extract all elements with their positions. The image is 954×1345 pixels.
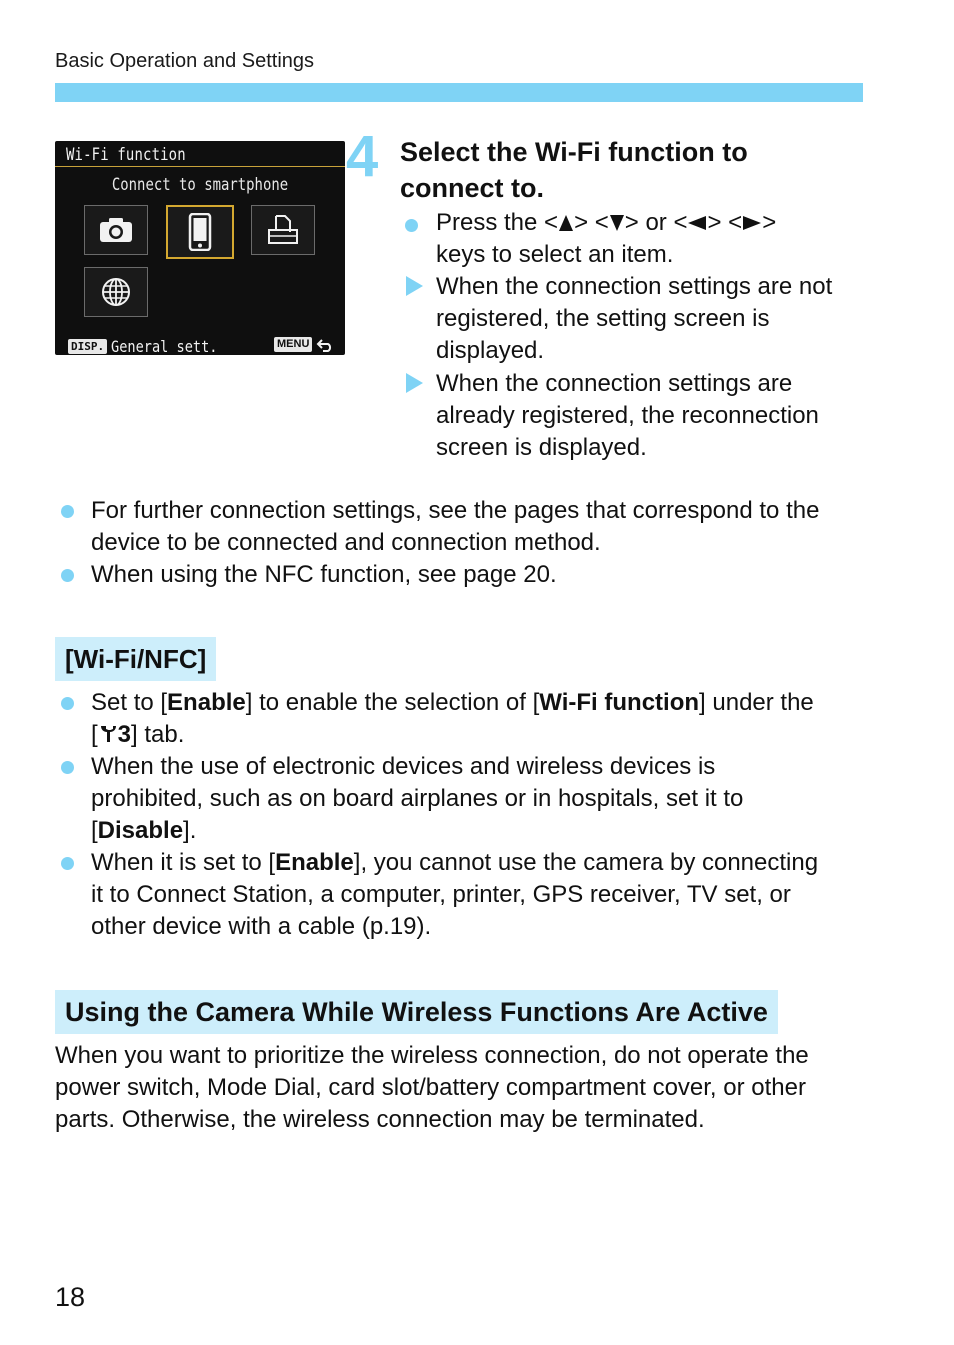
note-nfc <box>91 559 891 591</box>
step-bullet-not-registered <box>436 271 866 367</box>
bullet-line: [ 3] tab. <box>91 721 185 748</box>
bullet-line: prohibited, such as on board airplanes or in hospitals, set it to <box>91 785 744 812</box>
camera-lcd-screenshot <box>55 141 345 355</box>
lcd-printer-button <box>251 205 315 255</box>
lcd-title-divider <box>55 166 345 167</box>
disp-button-tag: DISP. <box>68 339 107 354</box>
section-heading-wireless-active: Using the Camera While Wireless Functions Are Active <box>55 990 778 1034</box>
note-line: For further connection settings, see the pages that correspond to the <box>91 497 820 524</box>
wrench-icon <box>98 724 118 744</box>
bullet-dot <box>61 505 74 518</box>
arrow-right-icon <box>742 215 762 231</box>
lcd-web-service-button <box>84 267 148 317</box>
section-header-label: Basic Operation and Settings <box>55 50 315 72</box>
lcd-footer-general-settings <box>68 337 236 355</box>
paragraph-line: When you want to prioritize the wireless connection, do not operate the <box>55 1042 809 1069</box>
wireless-paragraph <box>55 1040 875 1136</box>
header-bar <box>55 83 863 102</box>
paragraph-line: power switch, Mode Dial, card slot/battery compartment cover, or other <box>55 1074 806 1101</box>
paragraph-line: parts. Otherwise, the wireless connection may be terminated. <box>55 1106 705 1133</box>
bullet-line: [Disable]. <box>91 817 197 844</box>
step-bullet-line: registered, the setting screen is <box>436 305 770 332</box>
lcd-footer-label: General sett. <box>111 337 218 355</box>
note-further-settings <box>91 495 891 559</box>
printer-icon <box>266 214 300 246</box>
bullet-line: Set to [Enable] to enable the selection of [Wi-Fi function] under the <box>91 689 814 716</box>
bullet-dot <box>61 857 74 870</box>
step-bullet-line: keys to select an item. <box>436 241 674 268</box>
lcd-subtitle: Connect to smartphone <box>111 175 289 195</box>
result-arrow-icon <box>406 276 423 296</box>
step-bullet-registered <box>436 368 866 464</box>
wifi-nfc-bullet-enable <box>91 687 891 751</box>
return-icon <box>316 338 334 352</box>
bullet-line: When it is set to [Enable], you cannot use the camera by connecting <box>91 849 819 876</box>
arrow-up-icon <box>558 214 574 232</box>
bullet-dot <box>61 697 74 710</box>
bullet-dot <box>405 219 418 232</box>
page-number: 18 <box>55 1282 86 1312</box>
wifi-nfc-bullet-cable <box>91 847 891 943</box>
step-bullet-line: screen is displayed. <box>436 434 647 461</box>
step-bullet-line: When the connection settings are <box>436 370 793 397</box>
lcd-camera-button <box>84 205 148 255</box>
arrow-down-icon <box>609 214 625 232</box>
result-arrow-icon <box>406 373 423 393</box>
step-bullet-line: already registered, the reconnection <box>436 402 819 429</box>
arrow-left-icon <box>687 215 707 231</box>
note-line: device to be connected and connection method. <box>91 529 601 556</box>
step-title-line: Select the Wi-Fi function to <box>400 137 748 167</box>
step-title <box>400 134 860 206</box>
bullet-dot <box>61 761 74 774</box>
menu-button-tag: MENU <box>274 337 312 352</box>
smartphone-icon <box>188 213 212 251</box>
step-bullet-line: When the connection settings are not <box>436 273 833 300</box>
lcd-title: Wi-Fi function <box>66 145 186 165</box>
globe-icon <box>100 276 132 308</box>
step-bullet-line: Press the < > < > or < > < > <box>436 209 777 236</box>
camera-icon <box>98 216 134 244</box>
bullet-line: When the use of electronic devices and wireless devices is <box>91 753 716 780</box>
lcd-smartphone-button <box>166 205 234 259</box>
lcd-footer-menu <box>274 337 334 352</box>
step-bullet-keys <box>436 207 866 271</box>
bullet-line: other device with a cable (p.19). <box>91 913 432 940</box>
step-number: 4 <box>346 124 379 189</box>
step-bullet-line: displayed. <box>436 337 545 364</box>
bullet-line: it to Connect Station, a computer, printer, GPS receiver, TV set, or <box>91 881 791 908</box>
step-title-line: connect to. <box>400 173 545 203</box>
wifi-nfc-bullet-disable <box>91 751 891 847</box>
note-line: When using the NFC function, see page 20. <box>91 561 557 588</box>
section-heading-wifi-nfc: [Wi-Fi/NFC] <box>55 637 216 681</box>
bullet-dot <box>61 569 74 582</box>
